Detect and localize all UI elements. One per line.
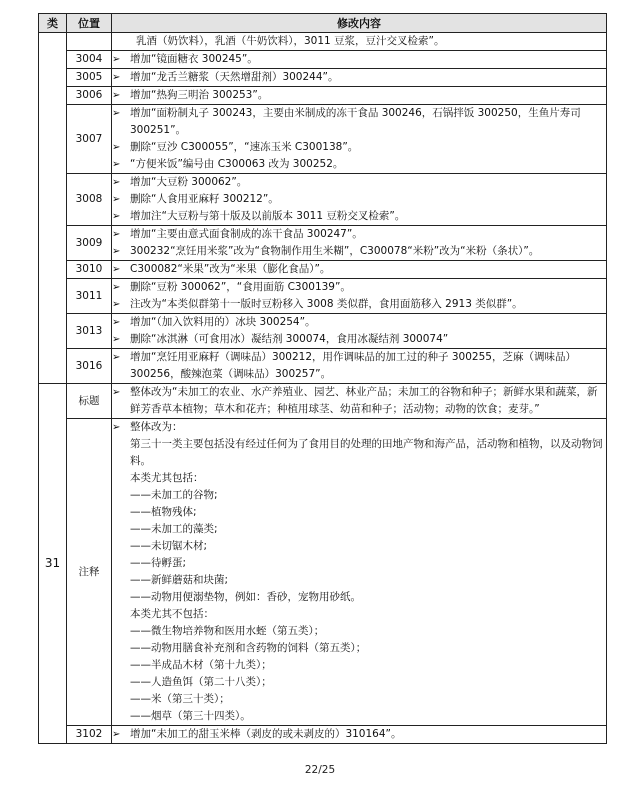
row-content (112, 226, 607, 261)
row-position: 标题 (67, 384, 112, 419)
content-line: ➢ 整体改为： (112, 419, 606, 436)
list-item: ——烟草（第三十四类）。 (130, 710, 251, 722)
row-position: 3016 (67, 349, 112, 384)
content-line: 本类尤其不包括： (130, 608, 214, 620)
table-row (39, 314, 607, 349)
row-content (112, 33, 607, 51)
list-item: ——未加工的谷物; (130, 489, 218, 501)
row-position: 3009 (67, 226, 112, 261)
list-item: ——微生物培养物和医用水蛭（第五类）； (130, 625, 325, 637)
table-row (39, 279, 607, 314)
row-content (112, 726, 607, 744)
list-item: ——动物用便溺垫物，例如：香砂，宠物用砂纸。 (130, 591, 361, 603)
content-line: ➢ 增加“主要由意式面食制成的冻干食品 300247”。 (112, 226, 606, 243)
modification-table (38, 13, 607, 744)
table-row (39, 726, 607, 744)
header-position: 位置 (67, 14, 112, 33)
content-line: ➢ 删除“冰淇淋（可食用冰）凝结剂 300074，食用冰凝结剂 300074” (112, 331, 606, 348)
page-number: 22/25 (304, 764, 336, 776)
table-row (39, 51, 607, 69)
row-position: 注释 (67, 419, 112, 726)
list-item: ——植物残体; (130, 506, 197, 518)
list-item: ——未切锯木材; (130, 540, 208, 552)
content-line: ➢ 删除“豆沙 C300055”，“速冻玉米 C300138”。 (112, 139, 606, 156)
row-position: 3007 (67, 105, 112, 174)
table-row (39, 105, 607, 174)
table-row (39, 226, 607, 261)
content-line: ➢ C300082“米果”改为“米果（膨化食品）”。 (112, 261, 606, 278)
table-row (39, 87, 607, 105)
row-position: 3011 (67, 279, 112, 314)
row-content (112, 51, 607, 69)
row-content (112, 87, 607, 105)
table-row (39, 419, 607, 726)
content-line: ➢ 增加“未加工的甜玉米棒（剥皮的或未剥皮的）310164”。 (112, 726, 606, 743)
class-number: 31 (39, 384, 67, 744)
row-content (112, 69, 607, 87)
row-content (112, 261, 607, 279)
row-position (67, 33, 112, 51)
content-line: 第三十一类主要包括没有经过任何为了食用目的处理的田地产物和海产品，活动物和植物，以及动物饲料。 (130, 438, 603, 467)
content-line: ➢ 增加注“大豆粉与第十版及以前版本 3011 豆粉交叉检索”。 (112, 208, 606, 225)
content-line: ➢ 注改为“本类似群第十一版时豆粉移入 3008 类似群，食用面筋移入 2913 类似群”。 (112, 296, 606, 313)
list-item: ——人造鱼饵（第二十八类）； (130, 676, 272, 688)
list-item: ——未加工的藻类; (130, 523, 218, 535)
header-content: 修改内容 (112, 14, 607, 33)
row-position: 3004 (67, 51, 112, 69)
content-line: ➢ 增加“镜面糖衣 300245”。 (112, 51, 606, 68)
content-line: ➢ 增加“热狗三明治 300253”。 (112, 87, 606, 104)
content-line: ➢ 整体改为“未加工的农业、水产养殖业、园艺、林业产品；未加工的谷物和种子；新鲜水果和蔬菜，新鲜芳香草本植物；草木和花卉；种植用球茎、幼苗和种子；活动物；动物的饮食；麦芽。” (112, 384, 606, 418)
row-position: 3102 (67, 726, 112, 744)
list-item: ——米（第三十类）； (130, 693, 230, 705)
content-line: ➢ 删除“豆粉 300062”，“食用面筋 C300139”。 (112, 279, 606, 296)
table-row (39, 349, 607, 384)
class-cell-30 (39, 33, 67, 384)
table-row (39, 174, 607, 226)
row-content (112, 384, 607, 419)
content-line: ➢ 增加“大豆粉 300062”。 (112, 174, 606, 191)
table-row (39, 261, 607, 279)
row-position: 3010 (67, 261, 112, 279)
table-header-row (39, 14, 607, 33)
table-row (39, 384, 607, 419)
header-class: 类 (39, 14, 67, 33)
row-content (112, 349, 607, 384)
row-content (112, 419, 607, 726)
content-line: ➢ “方便米饭”编号由 C300063 改为 300252。 (112, 156, 606, 173)
list-item: ——待孵蛋; (130, 557, 187, 569)
row-position: 3005 (67, 69, 112, 87)
row-content (112, 279, 607, 314)
list-item: ——新鲜蘑菇和块菌; (130, 574, 229, 586)
content-line: ➢ 增加“龙舌兰糖浆（天然增甜剂）300244”。 (112, 69, 606, 86)
content-line: ➢ 增加“（加入饮料用的）冰块 300254”。 (112, 314, 606, 331)
row-position: 3006 (67, 87, 112, 105)
list-item: ——半成品木材（第十九类）； (130, 659, 272, 671)
row-position: 3008 (67, 174, 112, 226)
row-content (112, 174, 607, 226)
table-row (39, 69, 607, 87)
table-row (39, 33, 607, 51)
list-item: ——动物用膳食补充剂和含药物的饲料（第五类）； (130, 642, 367, 654)
content-line: 本类尤其包括： (130, 472, 204, 484)
content-line: ➢ 增加“面粉制丸子 300243，主要由米制成的冻干食品 300246，石锅拌饭 300250，生鱼片寿司 300251”。 (112, 105, 606, 139)
content-line: 乳酒（奶饮料），乳酒（牛奶饮料），3011 豆浆，豆汁交叉检索”。 (136, 35, 445, 47)
content-line: ➢ 300232“烹饪用米浆”改为“食物制作用生米糊”，C300078“米粉”改为“米粉（条状）”。 (112, 243, 606, 260)
row-position: 3013 (67, 314, 112, 349)
content-line: ➢ 增加“烹饪用亚麻籽（调味品）300212，用作调味品的加工过的种子 300255，芝麻（调味品）300256，酸辣泡菜（调味品）300257”。 (112, 349, 606, 383)
content-line: ➢ 删除“人食用亚麻籽 300212”。 (112, 191, 606, 208)
row-content (112, 105, 607, 174)
row-content (112, 314, 607, 349)
